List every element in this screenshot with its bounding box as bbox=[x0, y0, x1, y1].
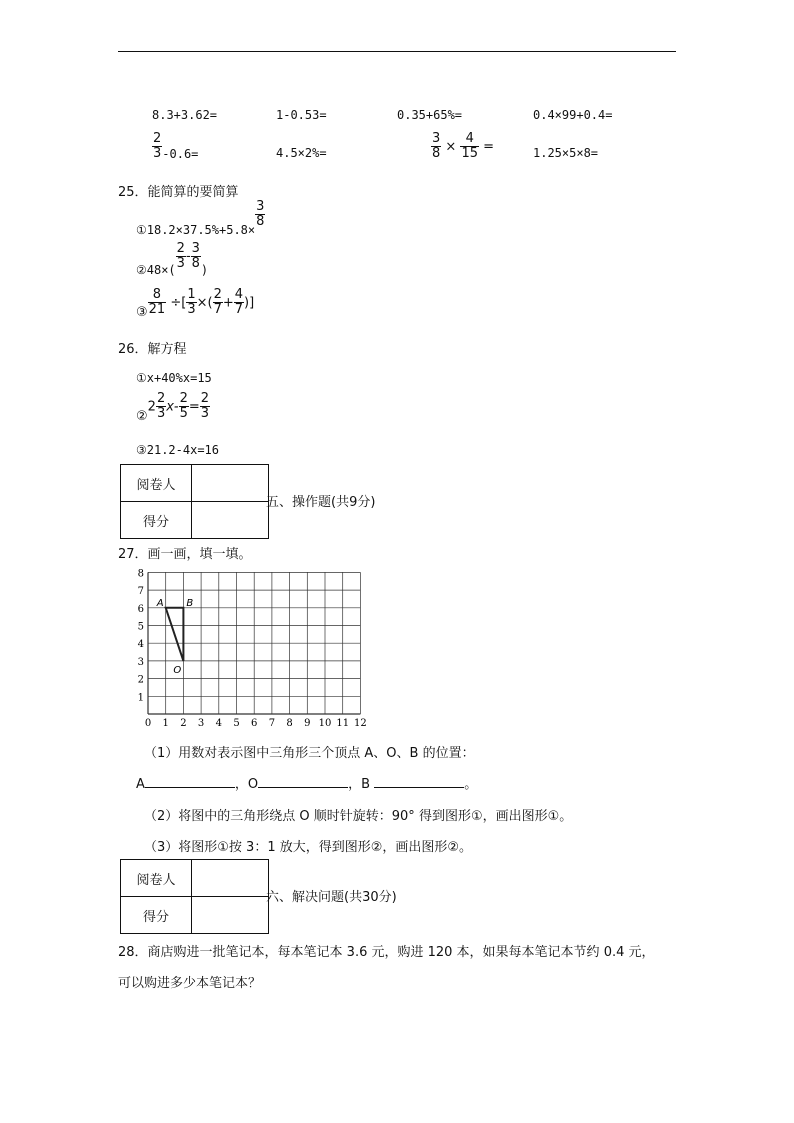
triangle-shape bbox=[166, 608, 184, 661]
x-tick-label: 5 bbox=[233, 718, 240, 729]
score-table-2 bbox=[120, 859, 269, 934]
y-tick-label: 7 bbox=[137, 586, 144, 598]
q25-item-3: ③ $\frac{8}{21}$ ÷[ $\frac{1}{3}$ ×( $\frac{2}{7}$ + $\frac{4}{7}$ )] bbox=[136, 287, 255, 321]
answer-blank-a[interactable] bbox=[145, 775, 235, 788]
vertex-label: A bbox=[156, 597, 164, 609]
score-label: 得分 bbox=[121, 502, 192, 539]
reviewer-label: 阅卷人 bbox=[121, 860, 192, 897]
x-tick-label: 12 bbox=[354, 718, 367, 729]
q25-item-1: ①18.2×37.5%+5.8× $\frac{3}{8}$ bbox=[136, 199, 265, 238]
calc-7: $\frac{3}{8}$ × $\frac{4}{15}$ = bbox=[432, 131, 495, 162]
q25-title: 25．能简算的要简算 bbox=[118, 185, 239, 200]
vertex-label: B bbox=[186, 597, 194, 609]
calc-3: 0.35+65%= bbox=[397, 108, 463, 122]
answer-blank-o[interactable] bbox=[258, 775, 348, 788]
calc-8: 1.25×5×8= bbox=[533, 146, 599, 160]
q25-item-2: ②48×( $\frac{2}{3}$ - $\frac{3}{8}$ ) bbox=[136, 241, 209, 278]
y-tick-label: 3 bbox=[137, 656, 144, 668]
x-tick-label: 9 bbox=[304, 718, 311, 729]
header-rule bbox=[118, 51, 676, 52]
section-title-6: 六、解决问题(共30分) bbox=[266, 890, 397, 905]
q27-title: 27．画一画，填一填。 bbox=[118, 547, 252, 562]
x-tick-label: 1 bbox=[162, 718, 169, 729]
calc-2: 1-0.53= bbox=[276, 108, 327, 122]
q27-sub-3: （3）将图形①按 3：1 放大，得到图形②，画出图形②。 bbox=[144, 840, 473, 855]
y-tick-label: 5 bbox=[137, 621, 144, 633]
q27-sub-1: （1）用数对表示图中三角形三个顶点 A、O、B 的位置： bbox=[144, 746, 475, 761]
reviewer-cell[interactable] bbox=[192, 465, 269, 502]
x-tick-label: 10 bbox=[318, 718, 332, 729]
x-tick-label: 8 bbox=[286, 718, 293, 729]
triangle bbox=[156, 598, 194, 676]
score-label: 得分 bbox=[121, 897, 192, 934]
calc-4: 0.4×99+0.4= bbox=[533, 108, 613, 122]
y-tick-label: 4 bbox=[137, 639, 144, 651]
grid-lines bbox=[148, 572, 360, 714]
calc-1: 8.3+3.62= bbox=[152, 108, 218, 122]
x-tick-label: 3 bbox=[197, 718, 205, 729]
x-tick-label: 7 bbox=[268, 718, 276, 729]
q26-item-1: ①x+40%x=15 bbox=[136, 371, 212, 385]
y-tick-label: 2 bbox=[137, 674, 144, 686]
x-tick-label: 0 bbox=[144, 718, 152, 729]
grid-labels bbox=[138, 568, 367, 729]
x-tick-label: 6 bbox=[251, 718, 258, 729]
score-table-1 bbox=[120, 464, 269, 539]
vertex-label: O bbox=[173, 664, 182, 676]
q26-item-3: ③21.2-4x=16 bbox=[136, 443, 220, 457]
coordinate-grid bbox=[136, 568, 372, 730]
q26-title: 26．解方程 bbox=[118, 342, 187, 357]
x-tick-label: 11 bbox=[336, 718, 350, 729]
score-cell[interactable] bbox=[192, 897, 269, 934]
section-title-5: 五、操作题(共9分) bbox=[266, 495, 376, 510]
y-tick-label: 8 bbox=[137, 568, 144, 580]
y-tick-label: 6 bbox=[137, 603, 144, 615]
x-tick-label: 4 bbox=[215, 718, 222, 729]
score-cell[interactable] bbox=[192, 502, 269, 539]
calc-5: $\frac{2}{3}$ -0.6= bbox=[153, 131, 199, 162]
q27-fill-line: A ，O ，B 。 bbox=[136, 777, 478, 792]
answer-blank-b[interactable] bbox=[374, 775, 464, 788]
x-tick-label: 2 bbox=[180, 718, 187, 729]
q28-line-2: 可以购进多少本笔记本？ bbox=[118, 976, 262, 991]
reviewer-cell[interactable] bbox=[192, 860, 269, 897]
q26-item-2: ②2 $\frac{2}{3}$ x- $\frac{2}{5}$ = $\frac{2}{3}$ bbox=[136, 391, 210, 425]
q28-line-1: 28．商店购进一批笔记本，每本笔记本 3.6 元，购进 120 本，如果每本笔记本节约 0.4 元， bbox=[118, 945, 655, 960]
reviewer-label: 阅卷人 bbox=[121, 465, 192, 502]
y-tick-label: 1 bbox=[137, 692, 144, 704]
q27-sub-2: （2）将图中的三角形绕点 O 顺时针旋转：90° 得到图形①，画出图形①。 bbox=[144, 809, 573, 824]
calc-6: 4.5×2%= bbox=[276, 146, 327, 160]
